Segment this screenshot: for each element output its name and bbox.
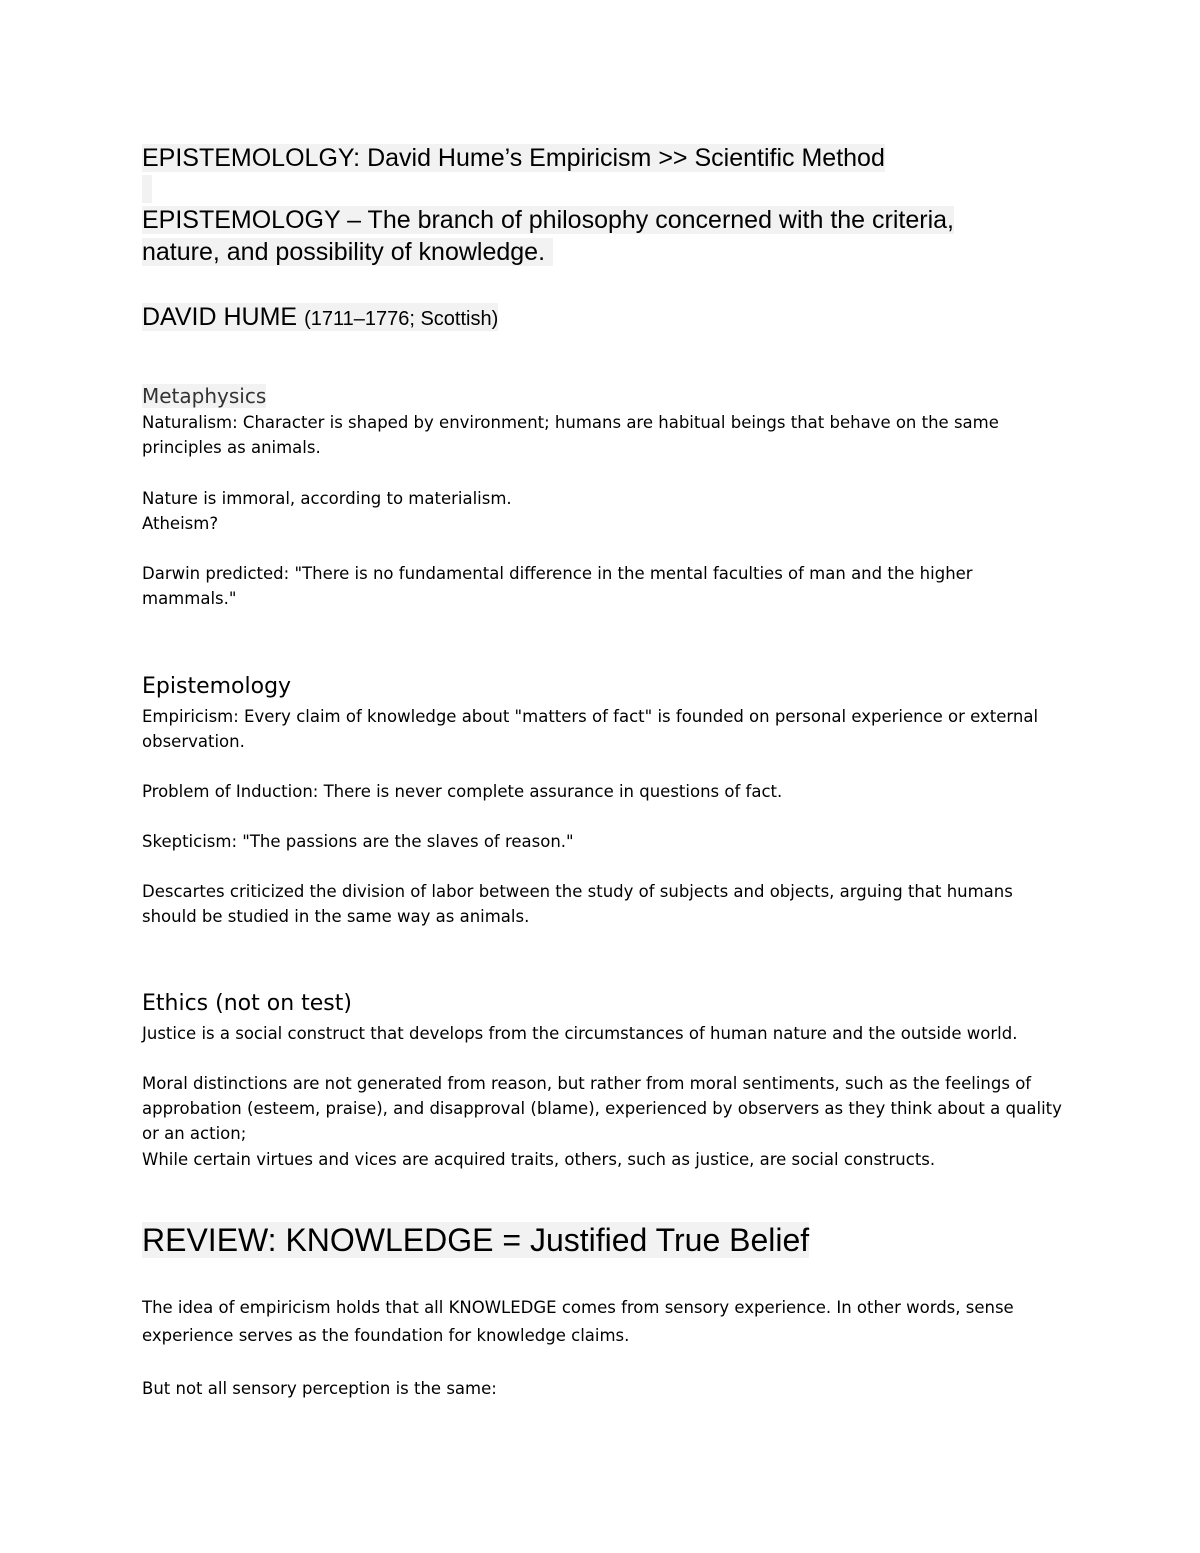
darwin-paragraph: Darwin predicted: "There is no fundamental difference in the mental faculties of man and the higher mammals." xyxy=(142,564,973,608)
epistemology-heading: Epistemology xyxy=(142,674,292,699)
review-heading-text: REVIEW: KNOWLEDGE = Justified True Belief xyxy=(142,1222,810,1258)
epistemology-definition-text: EPISTEMOLOGY – The branch of philosophy concerned with the criteria, nature, and possibility of knowledge. xyxy=(142,206,954,266)
epistemology-definition xyxy=(142,204,972,268)
metaphysics-heading-text: Metaphysics xyxy=(142,384,267,408)
justice-paragraph: Justice is a social construct that develops from the circumstances of human nature and the outside world. xyxy=(142,1024,1018,1043)
ethics-heading: Ethics (not on test) xyxy=(142,991,352,1016)
david-hume-heading xyxy=(142,300,1062,336)
skepticism-paragraph: Skepticism: "The passions are the slaves of reason." xyxy=(142,832,574,851)
document-title xyxy=(142,141,1062,175)
person-details: (1711–1776; Scottish) xyxy=(304,308,499,330)
naturalism-paragraph: Naturalism: Character is shaped by environment; humans are habitual beings that behave on the same principles as animals. xyxy=(142,413,999,457)
person-name: DAVID HUME xyxy=(142,303,298,331)
review-heading xyxy=(142,1220,1062,1260)
induction-paragraph: Problem of Induction: There is never complete assurance in questions of fact. xyxy=(142,782,783,801)
empiricism-idea-paragraph: The idea of empiricism holds that all KNOWLEDGE comes from sensory experience. In other words, sense experience serves as the foundation for knowledge claims. xyxy=(142,1298,1014,1345)
atheism-paragraph: Atheism? xyxy=(142,514,219,533)
virtues-paragraph: While certain virtues and vices are acquired traits, others, such as justice, are social constructs. xyxy=(142,1150,936,1169)
not-all-paragraph: But not all sensory perception is the same: xyxy=(142,1379,497,1398)
title-highlight-pad xyxy=(142,175,152,203)
empiricism-paragraph: Empiricism: Every claim of knowledge about "matters of fact" is founded on personal experience or external observation. xyxy=(142,707,1039,751)
immoral-paragraph: Nature is immoral, according to materialism. xyxy=(142,489,512,508)
metaphysics-heading xyxy=(142,382,1062,410)
document-title-text: EPISTEMOLOLGY: David Hume’s Empiricism >> Scientific Method xyxy=(142,144,885,172)
moral-paragraph: Moral distinctions are not generated from reason, but rather from moral sentiments, such as the feelings of approbation (esteem, praise), and disapproval (blame), experienced by observers as they think about a quality or an action; xyxy=(142,1074,1062,1143)
descartes-paragraph: Descartes criticized the division of labor between the study of subjects and objects, arguing that humans should be studied in the same way as animals. xyxy=(142,882,1013,926)
